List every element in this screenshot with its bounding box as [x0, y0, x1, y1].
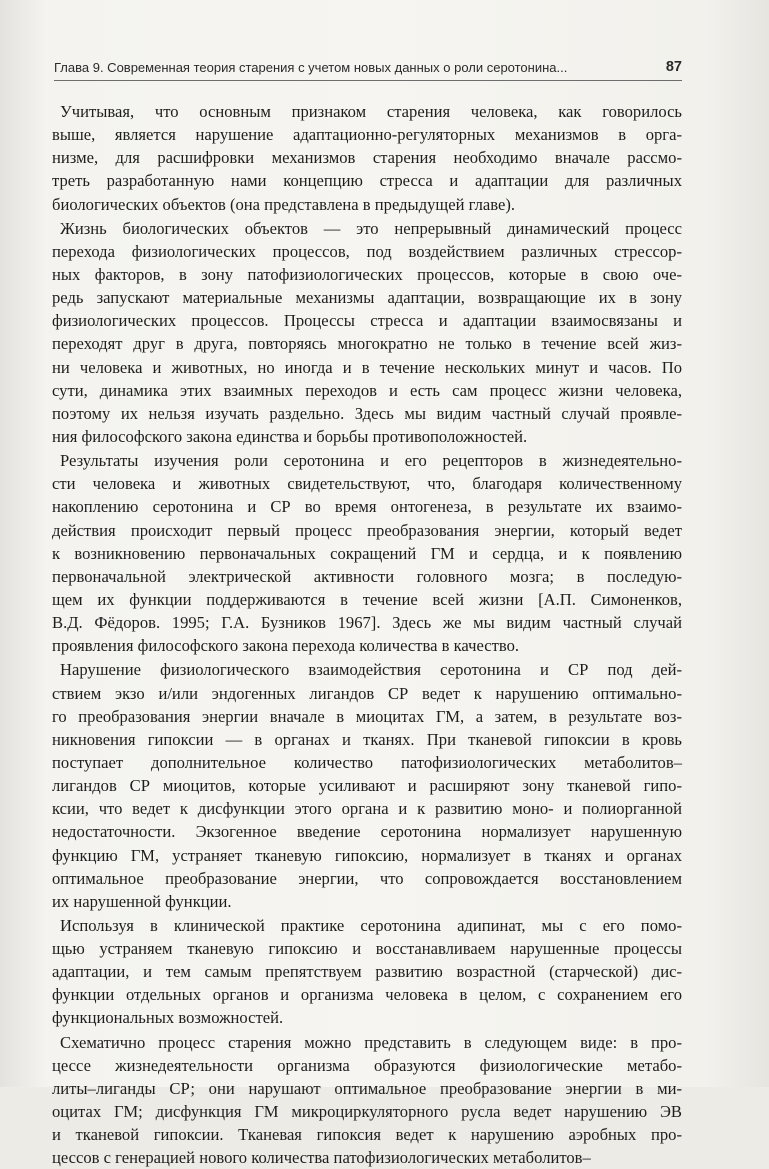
text-line: Жизнь биологических объектов — это непрерывный динамический процесс: [60, 218, 682, 238]
text-line: Нарушение физиологического взаимодействия серотонина и СР под дей-: [60, 660, 682, 680]
text-line: поступает дополнительное количество патофизиологических метаболитов–: [52, 752, 682, 772]
text-line: Результаты изучения роли серотонина и его рецепторов в жизнедеятельно-: [60, 451, 682, 471]
text-line: ствием экзо и/или эндогенных лигандов СР ведет к нарушению оптимально-: [52, 683, 682, 703]
text-line: функциональных возможностей.: [52, 1008, 284, 1028]
text-line: Учитывая, что основным признаком старения человека, как говорилось: [60, 102, 682, 121]
text-line: первоначальной электрической активности головного мозга; в последую-: [52, 566, 682, 586]
text-line: редь запускают материальные механизмы адаптации, возвращающие их в зону: [52, 288, 682, 308]
text-line: литы–лиганды СР; они нарушают оптимальное преобразование энергии в ми-: [52, 1078, 682, 1098]
running-header: [54, 60, 682, 78]
text-line: цессов с генерацией нового количества патофизиологических метаболитов–: [52, 1148, 591, 1168]
text-line: цессе жизнедеятельности организма образуются физиологические метабо-: [52, 1055, 682, 1075]
chapter-title: Глава 9. Современная теория старения с учетом новых данных о роли серотонина...: [54, 60, 568, 75]
text-line: го преобразования энергии вначале в миоцитах ГМ, а затем, в результате воз-: [52, 706, 682, 726]
text-line: В.Д. Фёдоров. 1995; Г.А. Бузников 1967]. Здесь же мы видим частный случай: [52, 613, 682, 633]
text-line: выше, является нарушение адаптационно-регуляторных механизмов в орга-: [52, 125, 682, 145]
text-line: перехода физиологических процессов, под воздействием различных стрессор-: [52, 241, 682, 261]
text-line: поэтому их нельзя изучать раздельно. Здесь мы видим частный случай проявле-: [52, 403, 682, 423]
text-line: оптимальное преобразование энергии, что сопровождается восстановлением: [52, 868, 682, 888]
text-line: ных факторов, в зону патофизиологических процессов, которые в свою оче-: [52, 264, 682, 284]
paragraph: [52, 658, 682, 913]
text-line: функции отдельных органов и организма человека в целом, с сохранением его: [52, 985, 682, 1005]
text-line: щем их функции поддерживаются в течение всей жизни [А.П. Симоненков,: [52, 589, 682, 609]
text-line: ксии, что ведет к дисфункции этого органа и к развитию моно- и полиорганной: [52, 799, 682, 819]
text-line: треть разработанную нами концепцию стресса и адаптации для различных: [52, 171, 682, 191]
paragraph: [52, 1031, 682, 1169]
text-line: ния философского закона единства и борьбы противоположностей.: [52, 426, 528, 446]
text-line: сути, динамика этих взаимных переходов и есть сам процесс жизни человека,: [52, 380, 682, 400]
text-line: и тканевой гипоксии. Тканевая гипоксия ведет к нарушению аэробных про-: [52, 1125, 682, 1145]
text-line: никновения гипоксии — в органах и тканях. При тканевой гипоксии в кровь: [52, 729, 682, 749]
text-line: физиологических процессов. Процессы стресса и адаптации взаимосвязаны и: [52, 311, 682, 331]
text-line: их нарушенной функции.: [52, 891, 232, 911]
paragraph: [52, 100, 682, 216]
text-line: проявления философского закона перехода количества в качество.: [52, 636, 520, 656]
text-line: Используя в клинической практике серотонина адипинат, мы с его помо-: [60, 915, 682, 935]
text-line: переходят друг в друга, повторяясь многократно не только в течение всей жиз-: [52, 334, 682, 354]
page-number: 87: [665, 59, 682, 75]
text-line: биологических объектов (она представлена в предыдущей главе).: [52, 194, 515, 214]
text-line: к возникновению первоначальных сокращений ГМ и сердца, и к появлению: [52, 543, 682, 563]
text-line: действия происходит первый процесс преобразования энергии, который ведет: [52, 520, 682, 540]
text-line: функцию ГМ, устраняет тканевую гипоксию, нормализует в тканях и органах: [52, 845, 682, 865]
text-line: сти человека и животных свидетельствуют, что, благодаря количественному: [52, 474, 682, 494]
text-line: недостаточности. Экзогенное введение серотонина нормализует нарушенную: [52, 822, 682, 842]
text-line: низме, для расшифровки механизмов старения необходимо вначале рассмо-: [52, 148, 682, 168]
text-line: оцитах ГМ; дисфункция ГМ микроциркуляторного русла ведет нарушению ЭВ: [52, 1102, 682, 1122]
text-line: лигандов СР миоцитов, которые усиливают и расширяют зону тканевой гипо-: [52, 776, 682, 796]
header-rule: [54, 80, 682, 81]
body-text: [52, 100, 682, 1169]
text-line: накоплению серотонина и СР во время онтогенеза, в результате их взаимо-: [52, 497, 682, 517]
paragraph: [52, 449, 682, 657]
text-line: Схематично процесс старения можно представить в следующем виде: в про-: [60, 1032, 682, 1052]
text-line: адаптации, и тем самым препятствуем развитию возрастной (старческой) дис-: [52, 962, 682, 982]
paragraph: [52, 914, 682, 1030]
paragraph: [52, 217, 682, 448]
text-line: ни человека и животных, но иногда и в течение нескольких минут и часов. По: [52, 357, 682, 377]
text-line: щью устраняем тканевую гипоксию и восстанавливаем нарушенные процессы: [52, 939, 682, 959]
